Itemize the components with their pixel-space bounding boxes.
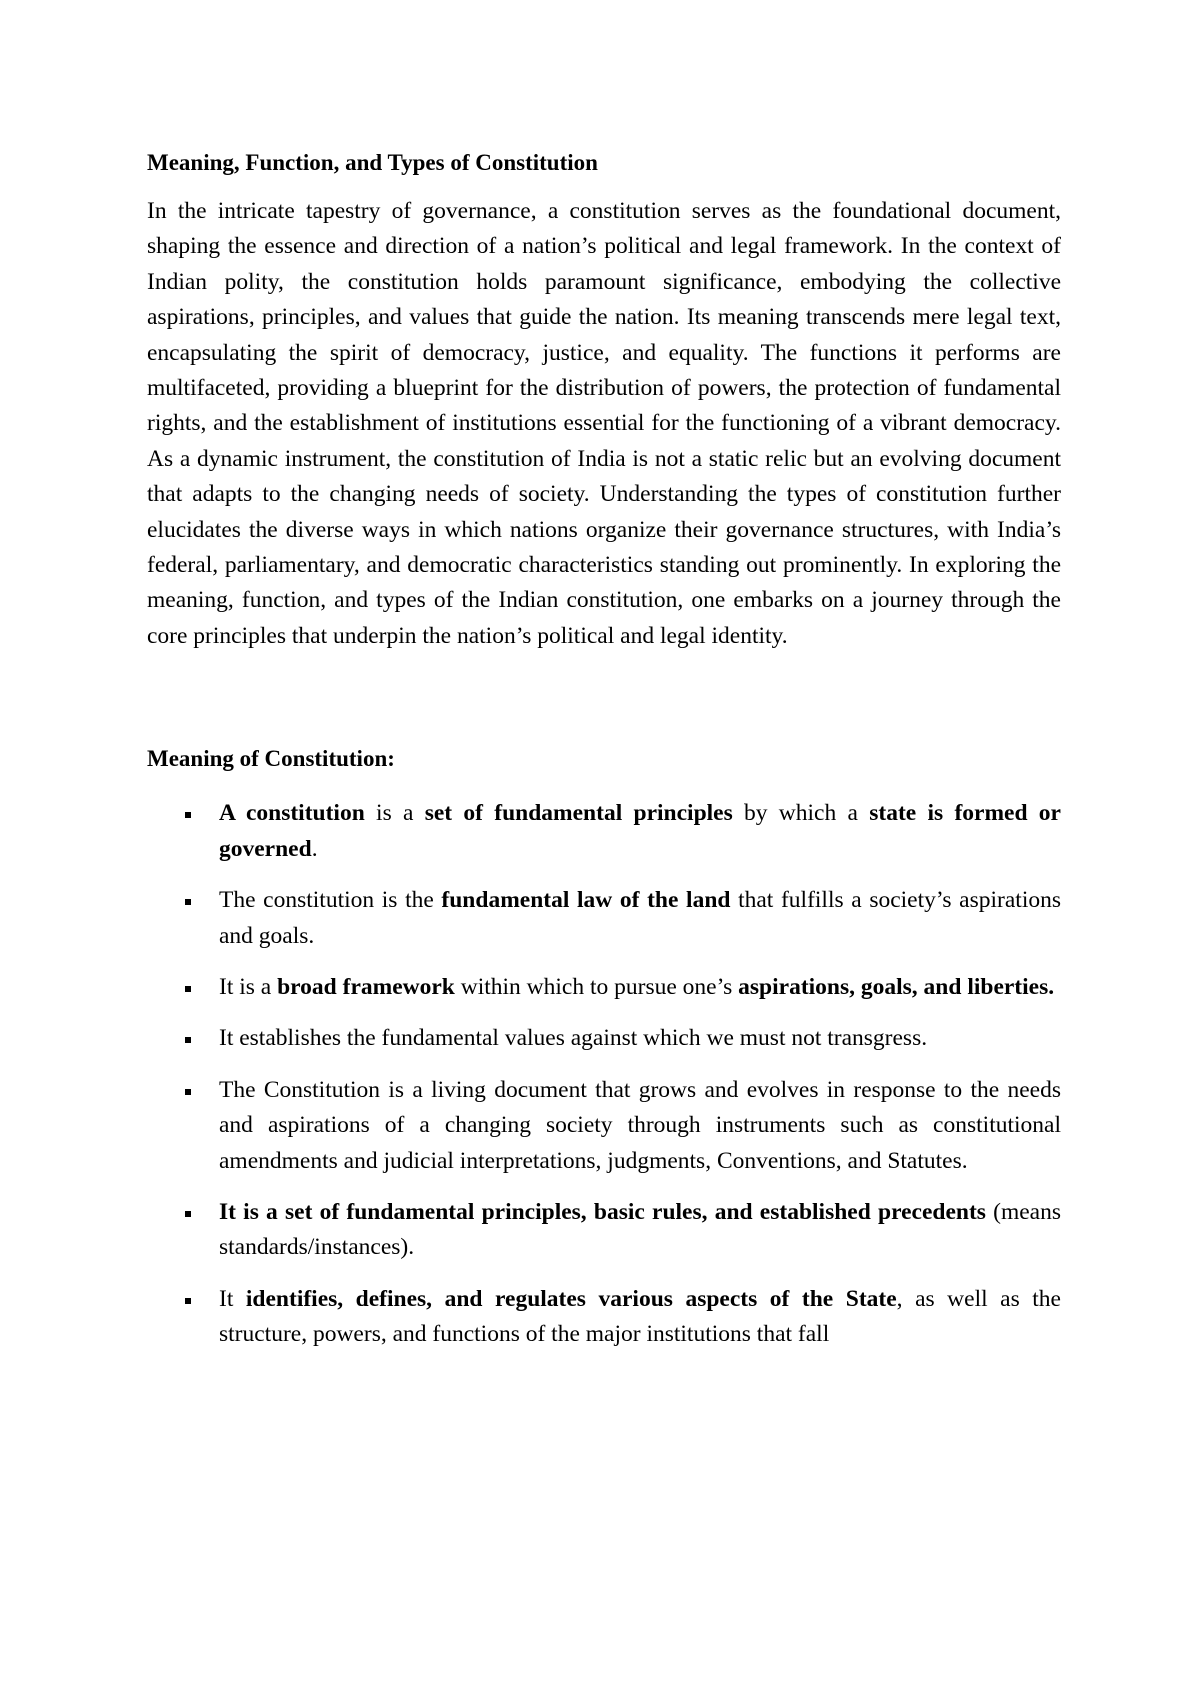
list-item (147, 1021, 1061, 1056)
text: It (219, 1285, 246, 1312)
list-item (147, 1073, 1061, 1179)
text: The Constitution is a living document that grows and evolves in response to the needs and aspirations of a changing society through instruments such as constitutional amendments and judicial interpretations, judgments, Conventions, and Statutes. (219, 1076, 1061, 1174)
list-item (147, 970, 1061, 1005)
list-item (147, 1282, 1061, 1353)
bold-text: aspirations, goals, and liberties. (738, 973, 1055, 1000)
list-item (147, 883, 1061, 954)
section-heading-meaning: Meaning of Constitution: (147, 746, 395, 772)
square-bullet-icon (185, 1037, 191, 1043)
document-page (147, 148, 1061, 1369)
text: It is a (219, 973, 278, 1000)
square-bullet-icon (185, 1089, 191, 1095)
bold-text: fundamental law of the land (441, 887, 731, 914)
text: that fulfills a society’s aspirations and goals. (219, 887, 1061, 949)
bold-text: set of fundamental principles (424, 800, 733, 827)
list-item (147, 1195, 1061, 1266)
square-bullet-icon (185, 986, 191, 992)
text: It establishes the fundamental values against which we must not transgress. (219, 1025, 928, 1052)
meaning-bullet-list (147, 796, 1061, 1352)
text: is a (364, 800, 425, 827)
document-title: Meaning, Function, and Types of Constitution (147, 150, 598, 175)
bold-text: identifies, defines, and regulates various aspects of the State (245, 1285, 897, 1312)
square-bullet-icon (185, 899, 191, 905)
text: within which to pursue one’s (454, 973, 739, 1000)
text: The constitution is the (219, 887, 442, 914)
bold-text: broad framework (277, 973, 455, 1000)
text: (means standards/instances). (219, 1198, 1061, 1261)
text: . (311, 835, 318, 862)
bold-text: state is formed or governed (219, 800, 1061, 862)
list-item (147, 796, 1061, 867)
text: by which a (732, 800, 870, 827)
bold-text: A constitution (219, 800, 365, 827)
square-bullet-icon (185, 1211, 191, 1217)
intro-paragraph: In the intricate tapestry of governance, a constitution serves as the foundational document, shaping the essence and direction of a nation’s political and legal framework. In the context of Indian polity, the constitution holds paramount significance, embodying the collective aspirations, principles, and values that guide the nation. Its meaning transcends mere legal text, encapsulating the spirit of democracy, justice, and equality. The functions it performs are multifaceted, providing a blueprint for the distribution of powers, the protection of fundamental rights, and the establishment of institutions essential for the functioning of a vibrant democracy. As a dynamic instrument, the constitution of India is not a static relic but an evolving document that adapts to the changing needs of society. Understanding the types of constitution further elucidates the diverse ways in which nations organize their governance structures, with India’s federal, parliamentary, and democratic characteristics standing out prominently. In exploring the meaning, function, and types of the Indian constitution, one embarks on a journey through the core principles that underpin the nation’s political and legal identity. (147, 198, 1061, 649)
text: , as well as the structure, powers, and functions of the major institutions that fall (219, 1285, 1061, 1348)
square-bullet-icon (185, 812, 191, 818)
bold-text: It is a set of fundamental principles, basic rules, and established precedents (219, 1198, 986, 1225)
square-bullet-icon (185, 1298, 191, 1304)
